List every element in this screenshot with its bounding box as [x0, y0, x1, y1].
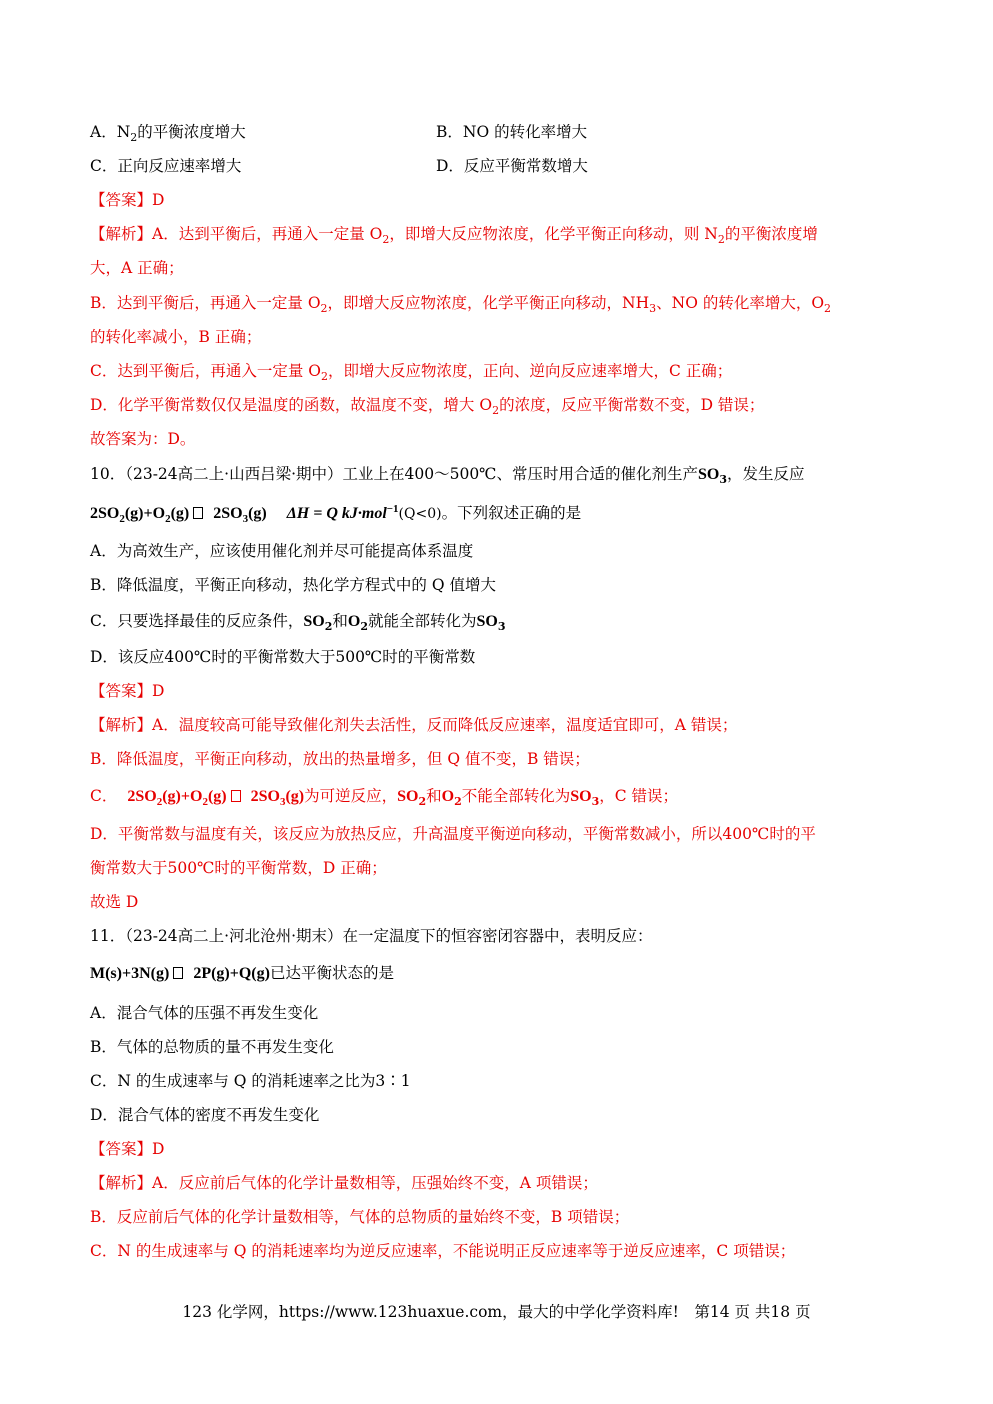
q9-analysis-a-cont: 大，A 正确； — [90, 259, 184, 277]
q9-analysis-a: 【解析】A．达到平衡后，再通入一定量 $O_2$，即增大反应物浓度，化学平衡正向移动，则 $N_2$的平衡浓度增 — [90, 225, 818, 246]
q11-option-c: C．N 的生成速率与 Q 的消耗速率之比为3∶1 — [90, 1072, 411, 1090]
q11-analysis-b: B．反应前后气体的化学计量数相等，气体的总物质的量始终不变，B 项错误； — [90, 1208, 630, 1226]
q9-answer: 【答案】D — [90, 191, 165, 209]
q10-stem: 10．（23-24高二上·山西吕梁·期中）工业上在400～500℃、常压时用合适的催化剂生产$SO_3$，发生反应 — [90, 465, 805, 486]
q11-option-b: B．气体的总物质的量不再发生变化 — [90, 1038, 334, 1056]
q10-option-d: D．该反应400℃时的平衡常数大于500℃时的平衡常数 — [90, 648, 476, 666]
q11-stem: 11．（23-24高二上·河北沧州·期末）在一定温度下的恒容密闭容器中，表明反应： — [90, 927, 653, 945]
equilibrium-arrow-icon — [173, 967, 183, 979]
q10-conclusion: 故选 D — [90, 893, 139, 911]
q10-analysis-c: C． $2SO_2(g)+O_2(g)$ $2SO_3(g)$为可逆反应，$SO_2$和$O_2$不能全部转化为$SO_3$，C 错误； — [90, 787, 679, 808]
q11-option-a: A．混合气体的压强不再发生变化 — [90, 1004, 319, 1022]
q10-analysis-a: 【解析】A．温度较高可能导致催化剂失去活性，反而降低反应速率，温度适宜即可，A 错误； — [90, 716, 738, 734]
q10-option-b: B．降低温度，平衡正向移动，热化学方程式中的 Q 值增大 — [90, 576, 496, 594]
q9-conclusion: 故答案为：D。 — [90, 430, 196, 448]
q9-analysis-b-cont: 的转化率减小，B 正确； — [90, 328, 262, 346]
q9-analysis-c: C．达到平衡后，再通入一定量 $O_2$，即增大反应物浓度，正向、逆向反应速率增大，C 正确； — [90, 362, 733, 383]
equilibrium-arrow-icon — [231, 790, 241, 802]
q10-analysis-d-cont: 衡常数大于500℃时的平衡常数，D 正确； — [90, 859, 387, 877]
q9-option-a: A．$N_2$的平衡浓度增大 — [90, 123, 246, 144]
q10-option-a: A．为高效生产，应该使用催化剂并尽可能提高体系温度 — [90, 542, 474, 560]
q9-option-d: D．反应平衡常数增大 — [436, 157, 588, 175]
q11-equation: M(s)+3N(g) 2P(g)+Q(g)已达平衡状态的是 — [90, 964, 394, 982]
q10-analysis-b: B．降低温度，平衡正向移动，放出的热量增多，但 Q 值不变，B 错误； — [90, 750, 590, 768]
q10-option-c: C．只要选择最佳的反应条件，$SO_2$和$O_2$就能全部转化为$SO_3$ — [90, 612, 506, 633]
q11-analysis-c: C．N 的生成速率与 Q 的消耗速率均为逆反应速率，不能说明正反应速率等于逆反应速率，C 项错误； — [90, 1242, 796, 1260]
page-footer: 123 化学网，https://www.123huaxue.com，最大的中学化学资料库! 第14 页 共18 页 — [182, 1303, 811, 1321]
q9-analysis-b: B．达到平衡后，再通入一定量 $O_2$，即增大反应物浓度，化学平衡正向移动，$NH_3$、NO 的转化率增大，$O_2$ — [90, 294, 832, 315]
equilibrium-arrow-icon — [193, 507, 203, 519]
q10-analysis-d: D．平衡常数与温度有关，该反应为放热反应，升高温度平衡逆向移动，平衡常数减小，所以400℃时的平 — [90, 825, 816, 843]
q11-answer: 【答案】D — [90, 1140, 165, 1158]
q10-equation: $2SO_2(g)+O_2(g)$ $2SO_3(g) \Delta H = Q$ kJ·mol$^{-1}$(Q<0)。下列叙述正确的是 — [90, 503, 582, 525]
q11-analysis-a: 【解析】A．反应前后气体的化学计量数相等，压强始终不变，A 项错误； — [90, 1174, 598, 1192]
q11-option-d: D．混合气体的密度不再发生变化 — [90, 1106, 320, 1124]
q10-answer: 【答案】D — [90, 682, 165, 700]
q9-option-c: C．正向反应速率增大 — [90, 157, 242, 175]
q9-analysis-d: D．化学平衡常数仅仅是温度的函数，故温度不变，增大 $O_2$的浓度，反应平衡常数不变，D 错误； — [90, 396, 765, 417]
q9-option-b: B．NO 的转化率增大 — [436, 123, 588, 141]
